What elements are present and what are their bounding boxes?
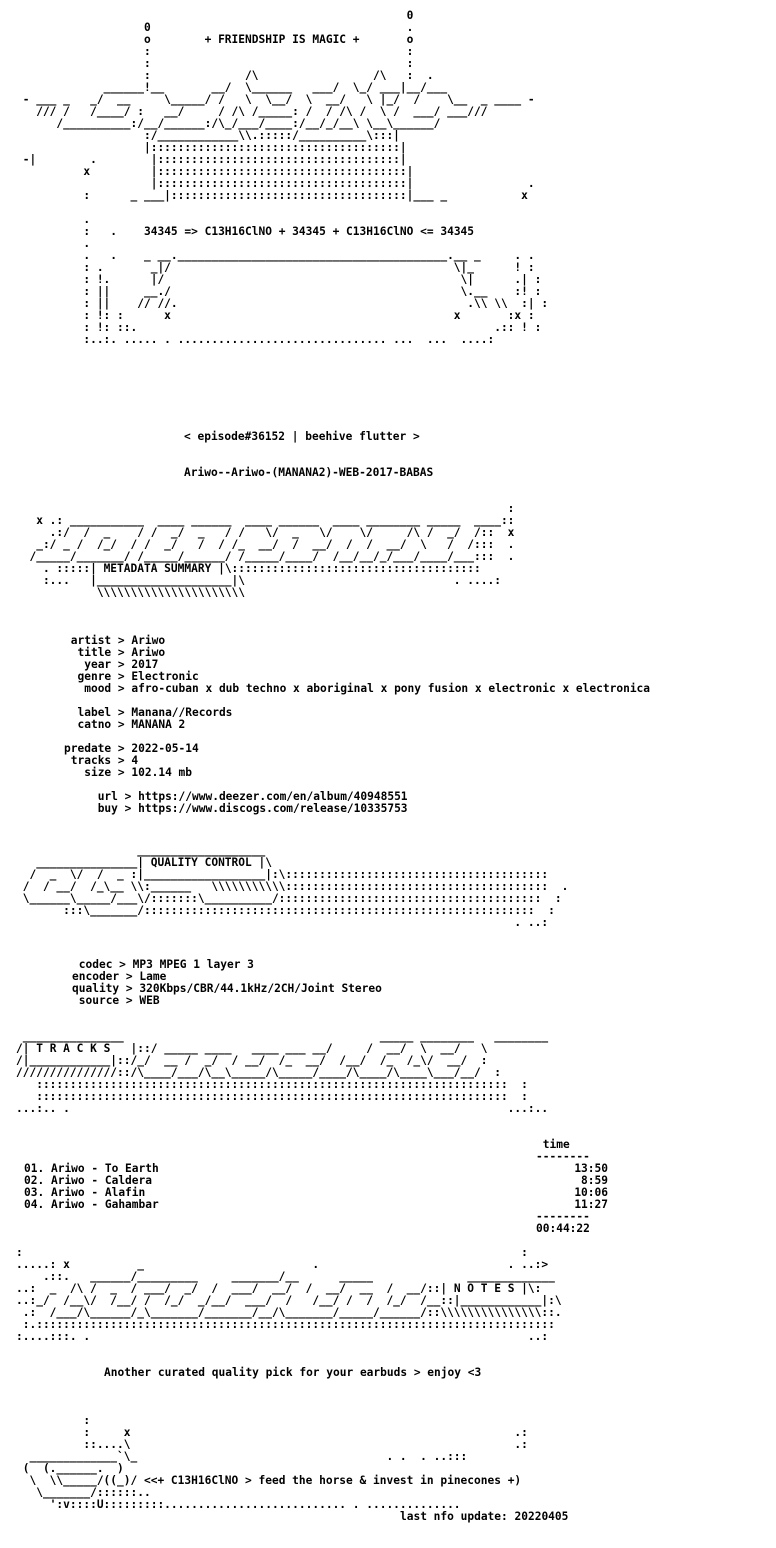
quality-list: codec > MP3 MPEG 1 layer 3 encoder > Lame quality > 320Kbps/CBR/44.1kHz/2CH/Joint Stereo source > WEB [72, 958, 382, 1007]
track-number: 01. [24, 1162, 45, 1175]
track-time: 13:50 [574, 1162, 608, 1175]
buy-link[interactable]: https://www.discogs.com/release/10335753 [138, 802, 408, 815]
quality-key: codec [78, 958, 113, 971]
meta-value: 4 [131, 754, 139, 767]
meta-key: label [77, 706, 112, 719]
quality-section-art: ___________________ _______________| QUALITY CONTROL |\ / _ \/ / _ :|__________________|:\::::::::::::::::::::::::::::::::::::::: / / __/ /_\__ \\:______ \\\\\\\\\\\::::::::::::::::::::::::::::::::::::::: . \______\_____/___\/:::::::\__________/::::::::::::::::::::::::::::::::::::::: : :::\_______/:::::::::::::::::::::::::::::::::::::::::::::::::::::::::: : . ..: [22, 844, 569, 929]
notes-title: N O T E S [453, 1282, 515, 1295]
meta-value: MANANA 2 [131, 718, 186, 731]
meta-key: title [77, 646, 112, 659]
track-time: 8:59 [581, 1174, 608, 1187]
meta-value: 2022-05-14 [131, 742, 199, 755]
meta-key: size [84, 766, 112, 779]
meta-key: predate [64, 742, 112, 755]
meta-value: Electronic [131, 670, 199, 683]
meta-key: genre [77, 670, 112, 683]
footer-tagline: <<+ C13H16ClNO > feed the horse & invest in pinecones +) [143, 1474, 522, 1487]
notes-text: Another curated quality pick for your earbuds > enjoy <3 [104, 1366, 482, 1379]
track-name: Ariwo - Caldera [50, 1174, 153, 1187]
url-link[interactable]: https://www.deezer.com/en/album/40948551 [138, 790, 408, 803]
tracks-title: T R A C K S [36, 1042, 111, 1055]
meta-value: Ariwo [131, 646, 166, 659]
time-header: time [542, 1138, 570, 1151]
last-update: last nfo update: 20220405 [400, 1510, 569, 1523]
quality-key: source [78, 994, 120, 1007]
episode-line: < episode#36152 | beehive flutter > [184, 430, 420, 443]
formula: 34345 => C13H16ClNO + 34345 + C13H16ClNO <= 34345 [143, 225, 475, 238]
metadata-section-art: : x .: ___________ ____ ______ ____ ______ ____ ________ _____ ____:: .:/ / _ / / _/ _ / / \/ _ \/ \/ /\ / _/ /:: x _:/ _ / /_/ / / _/ / / /_ __/ / __/ / / __/ \ / /::: . /_____/_______/ /_____/______/ /_____/____/ /__/__/_/___/____/___::: . . :::::| METADATA SUMMARY |\::::::::::::::::::::::::::::::::::::: :... |____________________|\ . ....: \\\\\\\\\\\\\\\\\\\\\\ [29, 502, 515, 599]
quality-value: Lame [139, 970, 167, 983]
meta-key: year [84, 658, 112, 671]
meta-key: mood [84, 682, 112, 695]
notes-section-art: : : .....: x _ . . ..:> .::. ______/_________ _______/__ _____ _____________ ..: _ /\ / _ / ___/ _/ / ___/ __/ / __/ __ / __/::| N O T E S |\: ..:_/ /__\/ /__/ / /_/ _/__/ ___/ / /__/ / / /_/ /__::|____________|:\ .: /___/\______/_\_______/_______/__/\_______/_____/______/::\\\\\\\\\\\\\\\::. :.::::::::::::::::::::::::::::::::::::::::::::::::::::::::::::::::::::::::::::: :....:::. . ..: [16, 1246, 562, 1343]
track-name: Ariwo - Gahambar [50, 1198, 159, 1211]
quality-value: WEB [139, 994, 160, 1007]
meta-value: afro-cuban x dub techno x aboriginal x pony fusion x electronic x electronica [131, 682, 651, 695]
tracklist [24, 1163, 159, 1211]
slogan: + FRIENDSHIP IS MAGIC + [204, 33, 360, 46]
metadata-title: METADATA SUMMARY [103, 562, 212, 575]
quality-value: 320Kbps/CBR/44.1kHz/2CH/Joint Stereo [139, 982, 382, 995]
meta-value: 102.14 mb [131, 766, 193, 779]
meta-key: buy [97, 802, 118, 815]
quality-title: QUALITY CONTROL [150, 856, 252, 869]
meta-key: url [97, 790, 118, 803]
track-time: 11:27 [574, 1198, 608, 1211]
meta-key: tracks [70, 754, 112, 767]
track-name: Ariwo - To Earth [50, 1162, 159, 1175]
track-name: Ariwo - Alafin [50, 1186, 146, 1199]
meta-value: Ariwo [131, 634, 166, 647]
track-number: 02. [24, 1174, 45, 1187]
meta-key: catno [77, 718, 112, 731]
header-ascii-art: 0 0 . o + FRIENDSHIP IS MAGIC + o : : : : : /\ /\ : . ______!__ __/ \______ ___/ \_/ ___|__/___ - ___ _ _/ __ \_____/ / \ \__/ \ __/ \ |_/ / \__ _ ____ - /// / /____/ : __/ / /\ /_____: / / /\ / \ / ___/ ___/// /__________:/__/______:/\_/___/____:/__/_/__\ \__\______/ :/____________\\.:::::/__________\:::| |:::::::::::::::::::::::::::::::::::::| -| . |::::::::::::::::::::::::::::::::::::| x |:::::::::::::::::::::::::::::::::::::| |:::::::::::::::::::::::::::::::::::::| . : _ ___|:::::::::::::::::::::::::::::::::::|___ _ x . : . 34345 => C13H16ClNO + 34345 + C13H16ClNO <= 34345 . . . _ __.________________________________________.__ _ . . : . _|/ \|_ ! : : !. |/ \| .| : : || __./ \.__ :! : : || // //. .\\ \\ :| : : !: : x x :x : : !: ::. .:: ! : :..:. ..... . ............................... ... ... ....: [22, 9, 549, 346]
tracklist-total: -------- 00:44:22 [536, 1210, 590, 1235]
meta-key: artist [70, 634, 112, 647]
meta-value: Manana//Records [131, 706, 233, 719]
tracks-section-art: _______________ _____ ________ ________ /| T R A C K S |::/ _____ ____ ____ ___ __/ / __/ \ __/ \ /|____________|::/_/ __ / _/ / __/ /_ __/ /__/ /_ /_\/ __/ : ///////////////::/\____/___/\__\_____/\_____/____/\____/\____\___/__/ : :::::::::::::::::::::::::::::::::::::::::::::::::::::::::::::::::::::: : :::::::::::::::::::::::::::::::::::::::::::::::::::::::::::::::::::::: : ...:.. . ...:.. [16, 1030, 549, 1115]
quality-key: quality [72, 982, 120, 995]
footer-art: : : x .: ::....\ .: _____________`\_ . . . ..::: ( (.______. ) \ \\_____/((_)/ <<+ C13H16ClNO > feed the horse & invest in pinecones +) \_______/::::::.. ':v::::U:::::::::........................... . .............. [22, 1414, 528, 1511]
track-number: 03. [24, 1186, 45, 1199]
meta-value: 2017 [131, 658, 159, 671]
release-name: Ariwo--Ariwo-(MANANA2)-WEB-2017-BABAS [184, 466, 434, 479]
quality-key: encoder [72, 970, 120, 983]
tracklist-time-header: time -------- [536, 1138, 590, 1163]
tracklist-times [560, 1163, 608, 1211]
metadata-list: artist > Ariwo title > Ariwo year > 2017 genre > Electronic mood > afro-cuban x dub techno x aboriginal x pony fusion x electronic x electronica label > Manana//Records catno > MANANA 2 predate > 2022-05-14 tracks > 4 size > 102.14 mb url > https://www.deezer.com/en/album/40948551 buy > https://www.discogs.com/release/10335753 [64, 634, 651, 815]
track-time: 10:06 [574, 1186, 608, 1199]
quality-value: MP3 MPEG 1 layer 3 [132, 958, 254, 971]
track-number: 04. [24, 1198, 45, 1211]
total-time: 00:44:22 [536, 1222, 590, 1235]
